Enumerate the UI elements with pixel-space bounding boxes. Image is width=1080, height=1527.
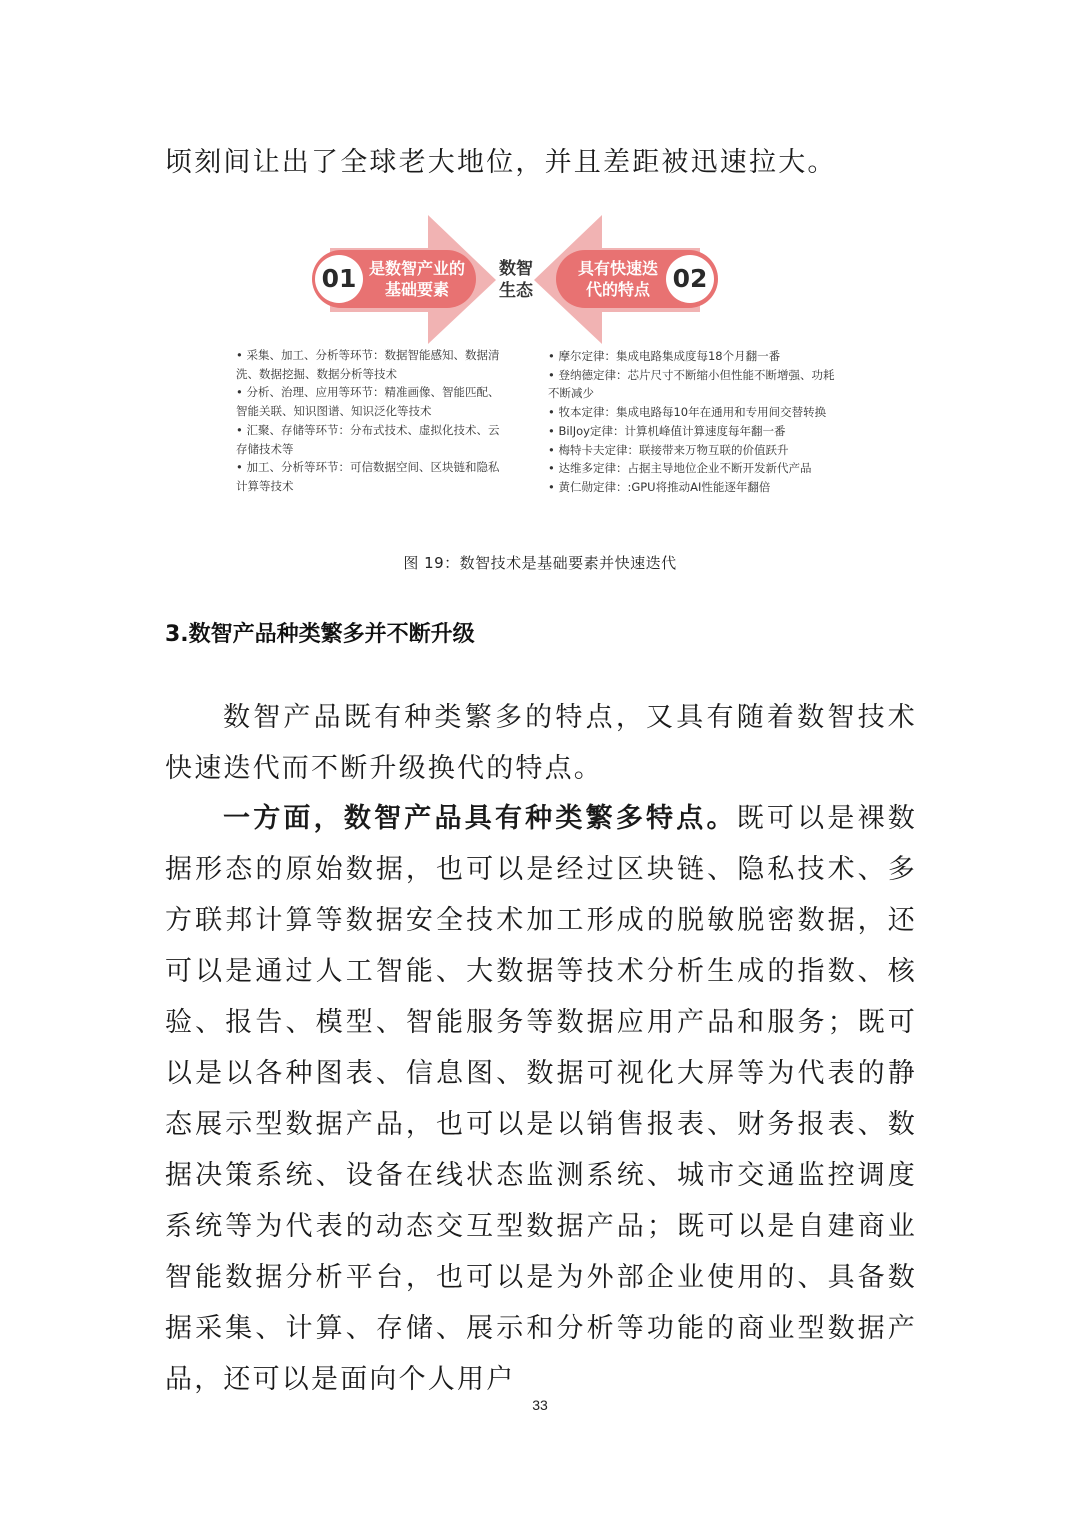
- list-item: • 分析、治理、应用等环节：精准画像、智能匹配、智能关联、知识图谱、知识泛化等技术: [236, 383, 504, 420]
- list-item: • 达维多定律：占据主导地位企业不断开发新代产品: [548, 459, 844, 478]
- left-title-line2: 基础要素: [384, 280, 449, 299]
- list-item: • 摩尔定律：集成电路集成度每18个月翻一番: [548, 347, 844, 366]
- list-item: • 汇聚、存储等环节：分布式技术、虚拟化技术、云存储技术等: [236, 421, 504, 458]
- list-item: • 登纳德定律：芯片尺寸不断缩小但性能不断增强、功耗不断减少: [548, 366, 844, 403]
- center-line2: 生态: [499, 281, 533, 301]
- list-item: • 黄仁勋定律：:GPU将推动AI性能逐年翻倍: [548, 478, 844, 497]
- center-line1: 数智: [499, 259, 533, 279]
- center-label: [493, 258, 539, 302]
- left-number: 01: [321, 264, 357, 293]
- list-item: • 加工、分析等环节：可信数据空间、区块链和隐私计算等技术: [236, 458, 504, 495]
- paragraph-2-body: 既可以是裸数据形态的原始数据，也可以是经过区块链、隐私技术、多方联邦计算等数据安全技术加工形成的脱敏脱密数据，还可以是通过人工智能、大数据等技术分析生成的指数、核验、报告、模型、智能服务等数据应用产品和服务；既可以是以各种图表、信息图、数据可视化大屏等为代表的静态展示型数据产品，也可以是以销售报表、财务报表、数据决策系统、设备在线状态监测系统、城市交通监控调度系统等为代表的动态交互型数据产品；既可以是自建商业智能数据分析平台，也可以是为外部企业使用的、具备数据采集、计算、存储、展示和分析等功能的商业型数据产品，还可以是面向个人用户: [165, 803, 917, 1395]
- right-bullet-list: [548, 347, 844, 497]
- paragraph-2-lead: 一方面，数智产品具有种类繁多特点。: [223, 803, 737, 834]
- figure-caption: 图 19：数智技术是基础要素并快速迭代: [403, 554, 677, 572]
- section-heading: 3.数智产品种类繁多并不断升级: [165, 622, 475, 647]
- left-bullet-list: [236, 346, 504, 496]
- intro-line: 顷刻间让出了全球老大地位，并且差距被迅速拉大。: [165, 147, 837, 178]
- paragraph-2: [165, 793, 917, 1405]
- right-pill-title: [566, 258, 670, 300]
- right-title-line2: 代的特点: [585, 280, 650, 299]
- list-item: • 牧本定律：集成电路每10年在通用和专用间交替转换: [548, 403, 844, 422]
- paragraph-1: 数智产品既有种类繁多的特点，又具有随着数智技术快速迭代而不断升级换代的特点。: [165, 702, 917, 784]
- digital-ecosystem-diagram: [230, 210, 850, 530]
- right-number: 02: [672, 264, 708, 293]
- list-item: • 采集、加工、分析等环节：数据智能感知、数据清洗、数据挖掘、数据分析等技术: [236, 346, 504, 383]
- page-number: 33: [532, 1397, 548, 1413]
- list-item: • BilJoy定律：计算机峰值计算速度每年翻一番: [548, 422, 844, 441]
- left-pill-title: [363, 258, 471, 300]
- list-item: • 梅特卡夫定律：联接带来万物互联的价值跃升: [548, 441, 844, 460]
- left-title-line1: 是数智产业的: [368, 259, 465, 278]
- right-title-line1: 具有快速迭: [577, 259, 658, 278]
